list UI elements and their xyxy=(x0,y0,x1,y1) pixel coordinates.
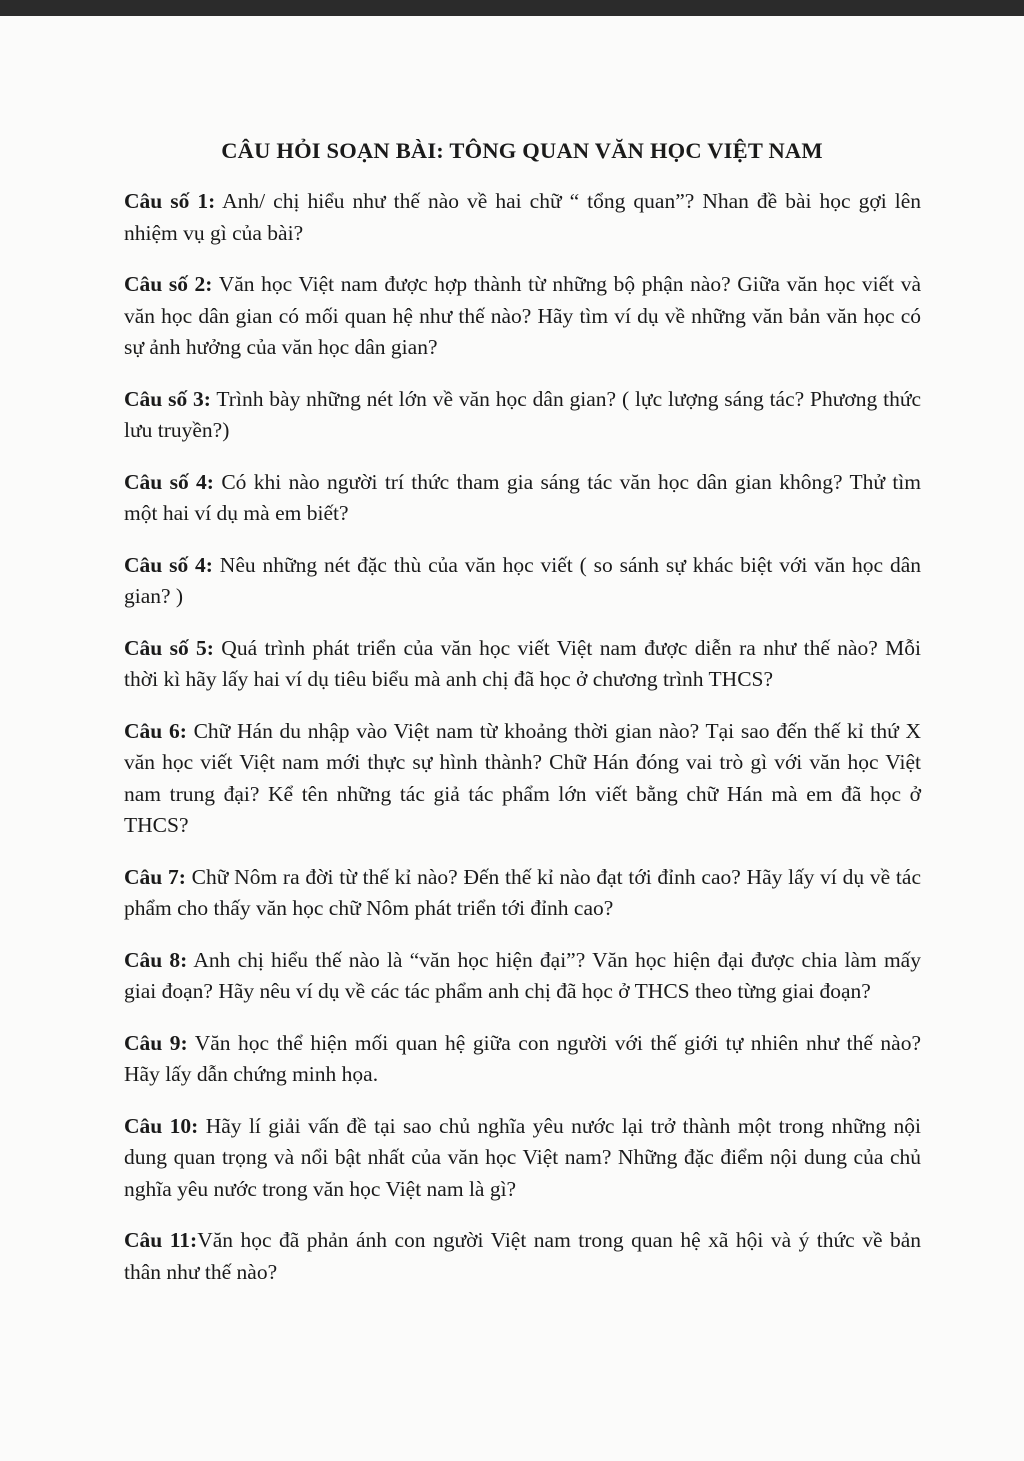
question-7 xyxy=(124,862,921,925)
question-text: Văn học thể hiện mối quan hệ giữa con người với thế giới tự nhiên như thế nào? Hãy lấy dẫn chứng minh họa. xyxy=(124,1030,921,1086)
question-label: Câu số 5: xyxy=(124,635,214,660)
question-label: Câu 6: xyxy=(124,718,187,743)
top-bar xyxy=(0,0,1024,16)
question-label: Câu số 3: xyxy=(124,386,211,411)
question-5 xyxy=(124,633,921,696)
question-1 xyxy=(124,186,921,249)
question-list xyxy=(124,186,921,1308)
question-label: Câu 7: xyxy=(124,864,186,889)
question-3 xyxy=(124,384,921,447)
question-text: Chữ Nôm ra đời từ thế kỉ nào? Đến thế kỉ nào đạt tới đỉnh cao? Hãy lấy ví dụ về tác phẩm cho thấy văn học chữ Nôm phát triển tới đỉnh cao? xyxy=(124,864,921,920)
question-text: Chữ Hán du nhập vào Việt nam từ khoảng thời gian nào? Tại sao đến thế kỉ thứ X văn học viết Việt nam mới thực sự hình thành? Chữ Hán đóng vai trò gì với văn học Việt nam trung đại? Kể tên những tác giả tác phẩm lớn viết bằng chữ Hán mà em đã học ở THCS? xyxy=(124,718,921,837)
question-4b xyxy=(124,550,921,613)
question-text: Hãy lí giải vấn đề tại sao chủ nghĩa yêu nước lại trở thành một trong những nội dung quan trọng và nổi bật nhất của văn học Việt nam? Những đặc điểm nội dung của chủ nghĩa yêu nước trong văn học Việt nam là gì? xyxy=(124,1113,921,1201)
question-6 xyxy=(124,716,921,842)
question-text: Nêu những nét đặc thù của văn học viết ( so sánh sự khác biệt với văn học dân gian? ) xyxy=(124,552,921,608)
question-4a xyxy=(124,467,921,530)
question-label: Câu số 2: xyxy=(124,272,213,296)
question-9 xyxy=(124,1028,921,1091)
question-label: Câu số 4: xyxy=(124,552,213,577)
document-title: CÂU HỎI SOẠN BÀI: TÔNG QUAN VĂN HỌC VIỆT NAM xyxy=(221,138,823,163)
question-10 xyxy=(124,1111,921,1206)
question-label: Câu số 4: xyxy=(124,469,214,494)
question-text: Văn học đã phản ánh con người Việt nam trong quan hệ xã hội và ý thức về bản thân như thế nào? xyxy=(124,1228,921,1284)
question-2 xyxy=(124,269,921,364)
question-text: Anh/ chị hiểu như thế nào về hai chữ “ tổng quan”? Nhan đề bài học gợi lên nhiệm vụ gì của bài? xyxy=(124,189,921,245)
question-label: Câu số 1: xyxy=(124,189,216,213)
question-label: Câu 11: xyxy=(124,1228,198,1252)
question-label: Câu 10: xyxy=(124,1113,199,1138)
question-label: Câu 8: xyxy=(124,947,188,972)
question-text: Anh chị hiểu thế nào là “văn học hiện đại”? Văn học hiện đại được chia làm mấy giai đoạn? Hãy nêu ví dụ về các tác phẩm anh chị đã học ở THCS theo từng giai đoạn? xyxy=(124,947,921,1003)
question-text: Văn học Việt nam được hợp thành từ những bộ phận nào? Giữa văn học viết và văn học dân gian có mối quan hệ như thế nào? Hãy tìm ví dụ về những văn bản văn học có sự ảnh hưởng của văn học dân gian? xyxy=(124,272,922,359)
document-page xyxy=(0,16,1024,1461)
question-text: Có khi nào người trí thức tham gia sáng tác văn học dân gian không? Thử tìm một hai ví dụ mà em biết? xyxy=(124,469,922,525)
question-8 xyxy=(124,945,921,1008)
question-11 xyxy=(124,1225,921,1288)
question-label: Câu 9: xyxy=(124,1030,188,1055)
question-text: Trình bày những nét lớn về văn học dân gian? ( lực lượng sáng tác? Phương thức lưu truyền?) xyxy=(124,386,922,442)
question-text: Quá trình phát triển của văn học viết Việt nam được diễn ra như thế nào? Mỗi thời kì hãy lấy hai ví dụ tiêu biểu mà anh chị đã học ở chương trình THCS? xyxy=(124,635,922,691)
